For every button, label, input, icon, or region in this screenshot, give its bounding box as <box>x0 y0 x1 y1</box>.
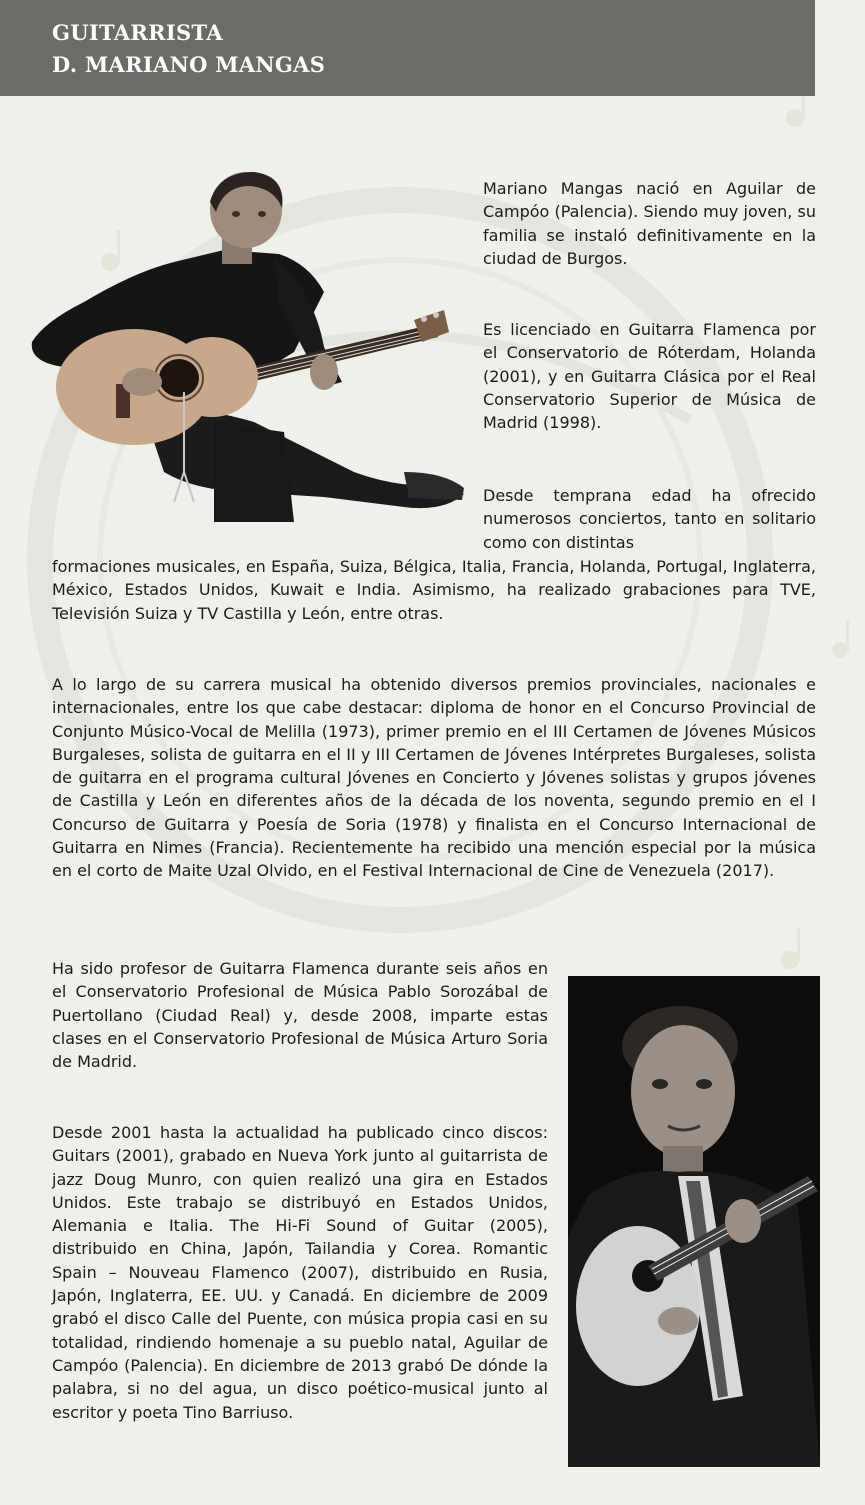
bio-paragraph-concerts-start: Desde temprana edad ha ofrecido numerosos conciertos, tanto en solitario como con distintas <box>483 486 816 552</box>
bio-paragraph-origin: Mariano Mangas nació en Aguilar de Campóo (Palencia). Siendo muy joven, su familia se instaló definitivamente en la ciudad de Burgos. <box>483 179 816 268</box>
guitarist-photo <box>24 172 469 522</box>
title-role: GUITARRISTA <box>52 20 223 45</box>
bio-paragraph-discography: Desde 2001 hasta la actualidad ha publicado cinco discos: Guitars (2001), grabado en Nueva York junto al guitarrista de jazz Doug Munro, con quien realizó una gira en Estados Unidos. Este trabajo se distribuyó en Estados Unidos, Alemania e Italia. The Hi-Fi Sound of Guitar (2005), distribuido en China, Japón, Tailandia y Corea. Romantic Spain – Nouveau Flamenco (2007), distribuido en Rusia, Japón, Inglaterra, EE. UU. y Canadá. En diciembre de 2009 grabó el disco Calle del Puente, con música propia casi en su totalidad, rindiendo homenaje a su pueblo natal, Aguilar de Campóo (Palencia). En diciembre de 2013 grabó De dónde la palabra, si no del agua, un disco poético-musical junto al escritor y poeta Tino Barriuso. <box>52 1123 548 1422</box>
portrait-photo <box>568 976 820 1467</box>
title-name: D. MARIANO MANGAS <box>52 52 326 77</box>
bio-paragraph-awards: A lo largo de su carrera musical ha obtenido diversos premios provinciales, nacionales e internacionales, entre los que cabe destacar: diploma de honor en el Concurso Provincial de Conjunto Músico-Vocal de Melilla (1973), primer premio en el III Certamen de Jóvenes Músicos Burgaleses, solista de guitarra en el II y III Certamen de Jóvenes Intérpretes Burgaleses, solista de guitarra en el programa cultural Jóvenes en Concierto y Jóvenes solistas y grupos jóvenes de Castilla y León en diferentes años de la década de los noventa, segundo premio en el I Concurso de Guitarra y Poesía de Soria (1978) y finalista en el Concurso Internacional de Guitarra en Nimes (Francia). Recientemente ha recibido una mención especial por la música en el corto de Maite Uzal Olvido, en el Festival Internacional de Cine de Venezuela (2017). <box>52 675 816 881</box>
title-banner <box>0 0 815 96</box>
bio-paragraph-concerts-cont: formaciones musicales, en España, Suiza, Bélgica, Italia, Francia, Holanda, Portugal, Inglaterra, México, Estados Unidos, Kuwait e India. Asimismo, ha realizado grabaciones para TVE, Televisión Suiza y TV Castilla y León, entre otras. <box>52 557 816 623</box>
bio-paragraph-teaching: Ha sido profesor de Guitarra Flamenca durante seis años en el Conservatorio Profesional de Música Pablo Sorozábal de Puertollano (Ciudad Real) y, desde 2008, imparte estas clases en el Conservatorio Profesional de Música Arturo Soria de Madrid. <box>52 959 548 1072</box>
bio-paragraph-education: Es licenciado en Guitarra Flamenca por el Conservatorio de Róterdam, Holanda (2001), y en Guitarra Clásica por el Real Conservatorio Superior de Música de Madrid (1998). <box>483 320 816 433</box>
